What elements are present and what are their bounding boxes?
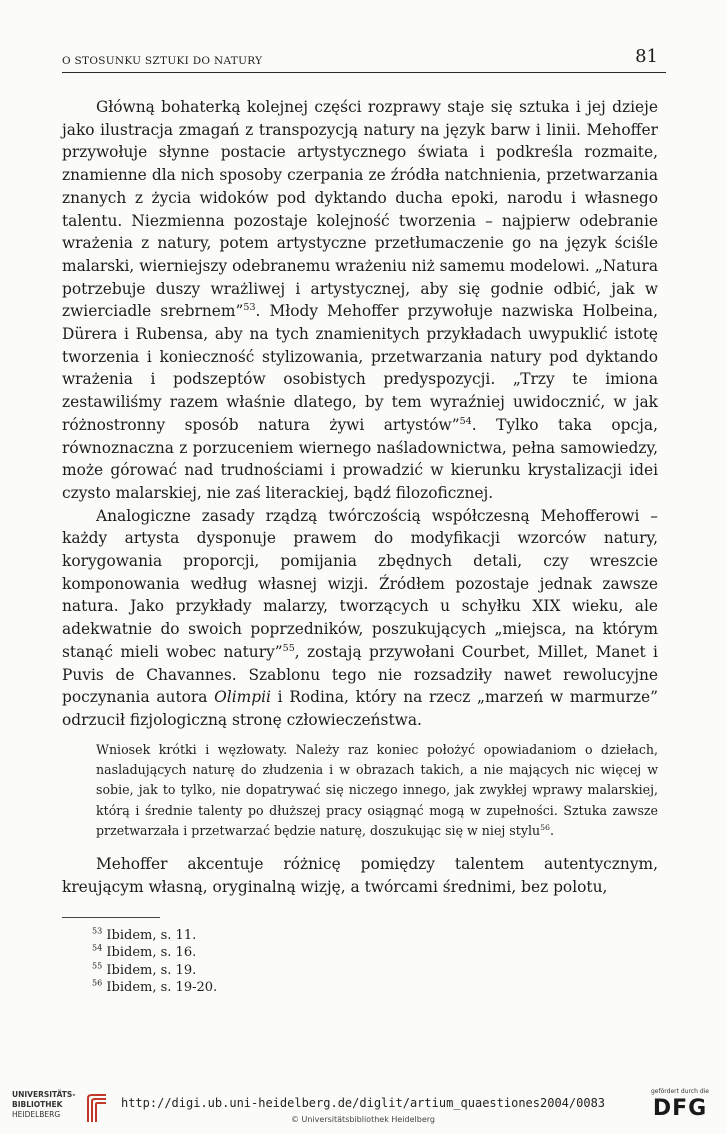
block-quote: Wniosek krótki i węzłowaty. Należy raz koniec położyć opowiadaniom o dziełach, nasladujących naturę do złudzenia i w obrazach takich, a nie mających nic więcej w sobie, jak to tylko, nie dopatrywać się niczego innego, jak zwykłej wprawy malarskiej, którą i średnie talenty po dłuższej pracy osiągnąć mogą w zupełności. Sztuka zawsze przetwarzała i przetwarzać będzie naturę, doszukując się w niej stylu$^{56}$. [96,741,658,838]
footnotes [92,927,217,996]
copyright-notice: © Universitätsbibliothek Heidelberg [290,1115,435,1124]
italic-title: Olimpii [214,688,271,707]
paragraph-3: Mehoffer akcentuje różnicę pomiędzy talentem autentycznym, kreującym własną, oryginalną wizję, a twórcami średnimi, bez polotu, [62,855,658,896]
footnote-53: $^{53}$ Ibidem, s. 11. [92,926,197,943]
running-head: O STOSUNKU SZTUKI DO NATURY [62,55,263,67]
footnote-ref-53: 53 [243,302,256,314]
page-number: 81 [635,46,658,67]
paragraph-1: Główną bohaterką kolejnej części rozprawy staje się sztuka i jej dzieje jako ilustracja zmagań z transpozycją natury na język barw i linii. Mehoffer przywołuje słynne postacie artystycznego świata i podkreśla rozmaite, znamienne dla nich sposoby czerpania ze źródła natchnienia, przetwarzania znanych z życia widoków pod dyktando ducha epoki, narodu i własnego talentu. Niezmienna pozostaje kolejność tworzenia – najpierw odebranie wrażenia z natury, potem artystyczne przetłumaczenie go na język ściśle malarski, wierniejszy odebranemu wrażeniu niż samemu modelowi. „Natura potrzebuje duszy wrażliwej i artystycznej, aby się godnie odbić, jak w zwierciadle srebrnem”$^{53}$. Młody Mehoffer przywołuje nazwiska Holbeina, Dürera i Rubensa, aby na tych znamienitych przykładach uwypuklić istotę tworzenia i konieczność stylizowania, przetwarzania natury pod dyktando wrażenia i podszeptów osobistych predyspozycji. „Trzy te imiona zestawiliśmy razem właśnie dlatego, by tem wyraźniej uwidocznić, w jak różnostronny sposób natura żywi artystów”$^{54}$. Tylko taka opcja, równoznaczna z porzuceniem wiernego naśladownictwa, pełna samowiedzy, może górować nad trudnościami i prowadzić w kierunku krystalizacji idei czysto malarskiej, nie zaś literackiej, bądź filozoficznej. [62,98,659,502]
footnote-55: $^{55}$ Ibidem, s. 19. [92,961,197,978]
footnote-54: $^{54}$ Ibidem, s. 16. [92,943,197,961]
paragraph-2: Analogiczne zasady rządzą twórczością współczesną Mehofferowi – każdy artysta dysponuje prawem do modyfikacji wzorców natury, korygowania proporcji, pomijania zbędnych detali, czy wreszcie komponowania według własnej wizji. Źródłem pozostaje jednak zawsze natura. Jako przykłady malarzy, tworzących u schyłku XIX wieku, ale adekwatnie do swoich poprzedników, poszukujących „miejsca, na którym stanąć mieli wobec natury”$^{55}$, zostają przywołani Courbet, Millet, Manet i Puvis de Chavannes. Szablonu tego nie rozsadziły nawet rewolucyjne poczynania autora Olimpii i Rodina, który na rzecz „marzeń w marmurze” odrzucił fizjologiczną stronę człowieczeństwa. [62,506,658,729]
footnote-ref-54: 54 [459,415,472,427]
footnote-ref-56: 56 [540,822,551,832]
footnote-divider [62,917,160,918]
footnote-ref-55: 55 [282,642,295,654]
dfg-logo[interactable]: gefördert durch die DFG [651,1088,709,1121]
page-header [62,48,666,73]
footnote-56: $^{56}$ Ibidem, s. 19-20. [92,978,218,995]
body-text [62,96,658,899]
library-logo[interactable]: UNIVERSITÄTS- BIBLIOTHEK HEIDELBERG [12,1090,110,1128]
source-url-link[interactable]: http://digi.ub.uni-heidelberg.de/diglit/artium_quaestiones2004/0083 [120,1096,606,1110]
digitization-footer [0,1082,726,1134]
